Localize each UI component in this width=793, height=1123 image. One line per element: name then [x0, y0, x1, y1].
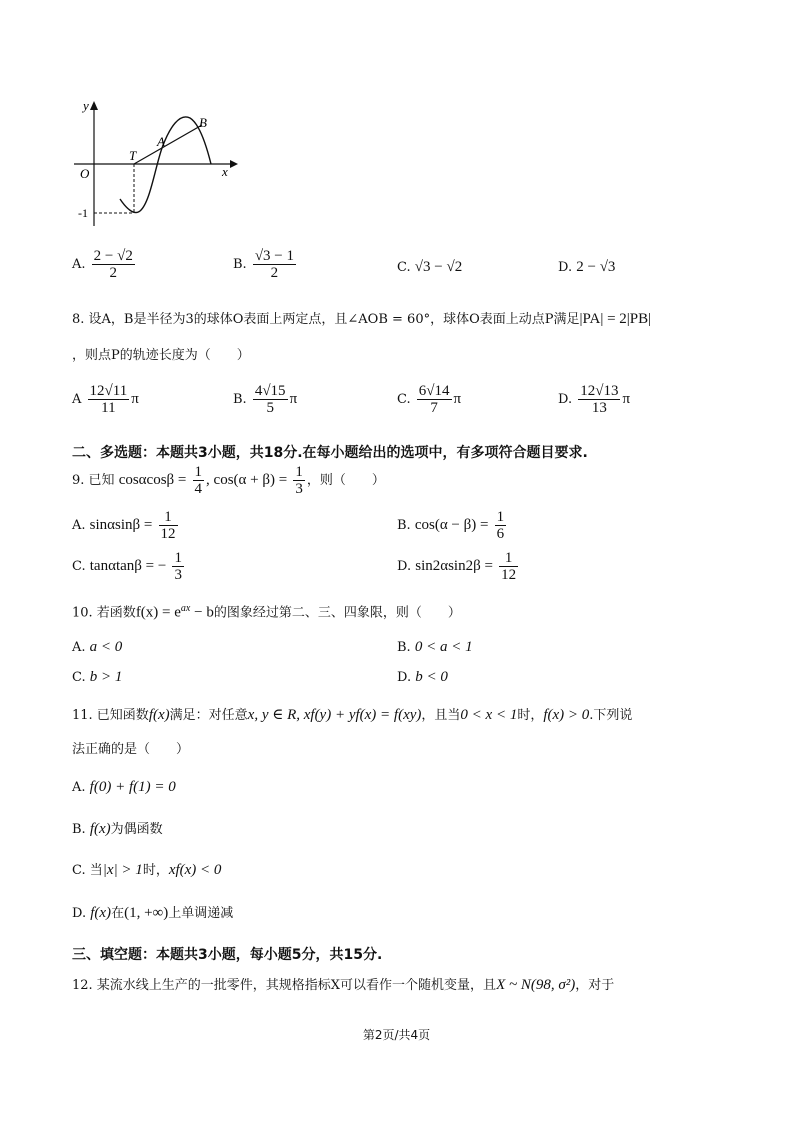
option-expr: f(x) — [89, 821, 111, 837]
q11-option-d[interactable] — [72, 904, 233, 923]
fraction — [172, 550, 184, 583]
option-label: A. — [72, 780, 86, 795]
option-expr: tanαtanβ = − — [89, 558, 167, 574]
label-t: T — [129, 148, 137, 163]
q11-option-c[interactable] — [72, 861, 221, 880]
section-2-heading: 二、多选题：本题共3小题，共18分.在每小题给出的选项中，有多项符合题目要求. — [72, 445, 588, 461]
denominator: 7 — [430, 400, 438, 416]
pi: π — [453, 391, 462, 407]
label-x: x — [222, 164, 228, 179]
option-label: B. — [233, 392, 247, 407]
q10-pre: 10. 若函数 — [72, 605, 136, 621]
option-label: C. — [397, 392, 411, 407]
numerator: 12√13 — [580, 383, 619, 399]
q11-text: .下列说 — [589, 708, 633, 723]
numerator: 1 — [499, 550, 518, 567]
denominator: 2 — [109, 265, 118, 281]
q11-fx: f(x) — [148, 707, 170, 723]
q10-sup: ax — [180, 603, 191, 614]
q12-stem — [72, 976, 614, 995]
fraction — [88, 383, 130, 416]
option-label: C. — [397, 260, 411, 275]
option-label: B. — [397, 518, 411, 533]
q12-text: 12. 某流水线上生产的一批零件，其规格指标X可以看作一个随机变量，且 — [72, 978, 497, 993]
option-expr: 0 < a < 1 — [414, 639, 473, 655]
q11-text: ，且当 — [421, 708, 461, 723]
secant-line-tab — [134, 125, 202, 164]
q10-expr: f(x) = e — [135, 604, 181, 621]
numerator: 6√14 — [418, 383, 450, 399]
q10-post: 的图象经过第二、三、四象限，则（ ） — [213, 605, 461, 621]
fraction — [495, 509, 507, 542]
q11-condition2: 0 < x < 1 — [460, 707, 518, 723]
x-axis-arrow — [230, 160, 238, 168]
option-expr: b > 1 — [89, 669, 123, 685]
q11-condition: x, y ∈ R, xf(y) + yf(x) = f(xy) — [247, 707, 422, 723]
page-footer: 第2页/共4页 — [362, 1028, 431, 1042]
option-expr: (1, +∞) — [124, 905, 169, 921]
fraction — [417, 383, 452, 416]
q10-expr2: − b — [190, 604, 214, 621]
q9-option-a[interactable] — [72, 509, 180, 542]
fraction — [293, 464, 305, 497]
section-3-heading: 三、填空题：本题共3小题，每小题5分，共15分. — [72, 947, 383, 963]
q12-text: ，对于 — [575, 978, 615, 993]
pi: π — [622, 391, 631, 407]
option-label: D. — [72, 906, 87, 921]
denominator: 6 — [496, 526, 505, 542]
denominator: 12 — [160, 526, 176, 542]
option-text: 时， — [142, 863, 169, 878]
option-expr: cos(α − β) = — [414, 517, 489, 533]
numerator: 12√11 — [89, 383, 128, 399]
option-label: C. — [72, 863, 86, 878]
option-expr: sinαsinβ = — [89, 517, 153, 533]
pi: π — [289, 391, 298, 407]
q11-text: 满足：对任意 — [169, 708, 248, 723]
option-label: A. — [72, 257, 86, 272]
q8-option-c[interactable] — [397, 383, 461, 416]
q8-stem-line2: ，则点P的轨迹长度为（ ） — [72, 348, 250, 363]
q9-option-b[interactable] — [397, 509, 508, 542]
fraction — [253, 248, 296, 281]
denominator: 2 — [270, 265, 279, 281]
denominator: 3 — [295, 481, 303, 497]
denominator: 11 — [101, 400, 116, 416]
option-label: B. — [397, 640, 411, 655]
option-text: 为偶函数 — [110, 822, 163, 837]
option-expr: a < 0 — [89, 639, 123, 655]
option-expr: b < 0 — [415, 669, 448, 685]
q11-text: 时， — [517, 708, 544, 723]
q8-option-b[interactable] — [233, 383, 297, 416]
denominator: 13 — [591, 400, 607, 416]
q10-option-d[interactable] — [397, 668, 448, 687]
numerator: 1 — [194, 464, 203, 480]
q7-option-d[interactable] — [558, 258, 615, 277]
label-a: A — [157, 134, 165, 149]
option-expr: f(x) — [90, 905, 112, 921]
q8-option-a[interactable] — [72, 383, 139, 416]
option-label: A — [72, 392, 82, 407]
numerator: 1 — [159, 509, 178, 526]
denominator: 3 — [174, 567, 182, 583]
denominator: 12 — [501, 567, 517, 583]
q9-post: ，则（ ） — [306, 473, 385, 488]
numerator: 4√15 — [254, 383, 286, 399]
q11-condition3: f(x) > 0 — [543, 707, 590, 723]
q12-expr: X ~ N(98, σ²) — [496, 977, 576, 993]
numerator: √3 − 1 — [254, 248, 295, 264]
denominator: 4 — [194, 481, 203, 497]
q9-expr1: cosαcosβ = — [118, 472, 187, 488]
option-label: A. — [72, 518, 86, 533]
q10-stem — [72, 600, 461, 622]
q8-option-d[interactable] — [558, 383, 630, 416]
denominator: 5 — [266, 400, 274, 416]
option-expr: f(0) + f(1) = 0 — [89, 779, 176, 795]
q11-option-a[interactable] — [72, 778, 176, 797]
q9-option-c[interactable] — [72, 550, 186, 583]
option-expr: 2 − √3 — [576, 259, 616, 275]
pi: π — [131, 391, 139, 407]
q9-expr2: , cos(α + β) = — [206, 472, 288, 488]
option-expr: |x| > 1 — [102, 862, 143, 878]
q11-stem-line2: 法正确的是（ ） — [72, 742, 190, 757]
q8-condition: |PA| = 2|PB| — [579, 311, 652, 327]
q9-option-d[interactable] — [397, 550, 520, 583]
q8-text: 8. 设A，B是半径为3的球体O表面上两定点，且∠AOB = 60°，球体O表面上动点P满足 — [72, 312, 580, 327]
q10-option-b[interactable] — [397, 638, 473, 657]
option-label: B. — [72, 822, 86, 837]
option-expr: √3 − √2 — [414, 259, 463, 275]
q10-option-c[interactable] — [72, 668, 122, 687]
option-label: D. — [558, 392, 573, 407]
numerator: 1 — [496, 509, 505, 525]
q9-pre: 9. 已知 — [72, 473, 115, 488]
q10-option-a[interactable] — [72, 638, 122, 657]
q11-stem-line1 — [72, 706, 632, 725]
numerator: 1 — [295, 464, 303, 480]
option-label: D. — [397, 559, 412, 574]
q7-option-c[interactable] — [397, 258, 462, 277]
fraction — [499, 550, 518, 583]
numerator: 2 − √2 — [93, 248, 133, 264]
label-y: y — [83, 98, 89, 113]
label-o: O — [80, 166, 90, 181]
option-label: D. — [558, 260, 573, 275]
function-graph — [70, 98, 240, 228]
q8-stem-line1 — [72, 310, 651, 329]
option-label: B. — [233, 257, 247, 272]
numerator: 1 — [174, 550, 182, 566]
option-text: 上单调递减 — [168, 906, 234, 921]
fraction — [253, 383, 288, 416]
q11-option-b[interactable] — [72, 820, 163, 839]
option-expr: xf(x) < 0 — [168, 862, 222, 878]
label-b: B — [199, 115, 207, 130]
option-label: C. — [72, 670, 86, 685]
q9-stem — [72, 464, 385, 497]
option-text: 在 — [111, 906, 125, 921]
option-label: D. — [397, 670, 412, 685]
fraction — [92, 248, 135, 281]
q7-option-b[interactable] — [233, 248, 298, 281]
option-label: A. — [72, 640, 86, 655]
label-neg1: -1 — [78, 206, 88, 220]
q7-option-a[interactable] — [72, 248, 137, 281]
fraction — [578, 383, 620, 416]
fraction — [193, 464, 205, 497]
option-expr: sin2αsin2β = — [415, 558, 493, 574]
y-axis-arrow — [90, 101, 98, 110]
option-label: C. — [72, 559, 86, 574]
fraction — [159, 509, 178, 542]
q11-text: 11. 已知函数 — [72, 708, 149, 723]
option-text: 当 — [89, 863, 103, 878]
